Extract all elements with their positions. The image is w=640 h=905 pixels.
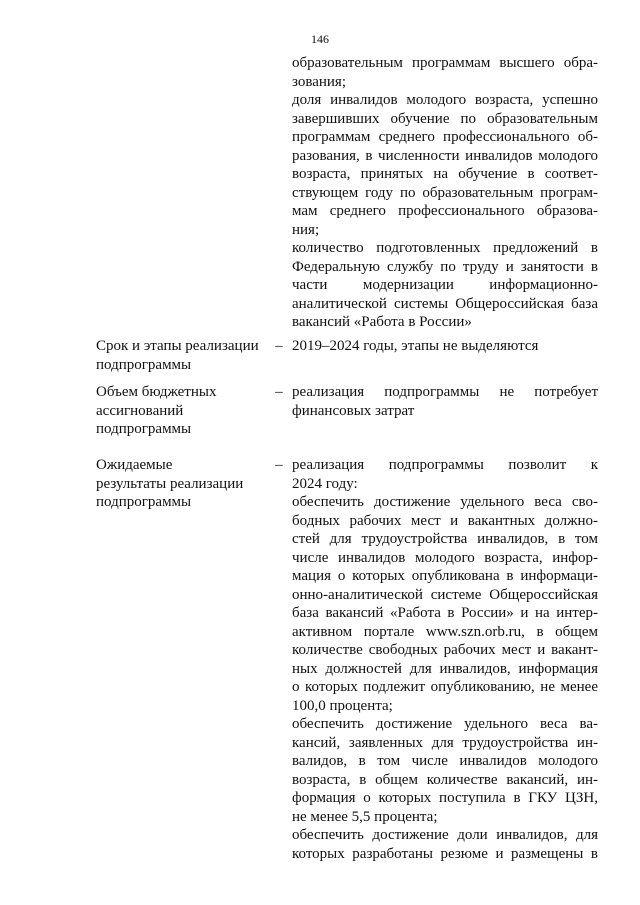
text-line: зования; xyxy=(292,73,347,90)
budget-value xyxy=(292,383,598,420)
results-dash: – xyxy=(275,457,283,473)
page-number: 146 xyxy=(311,32,329,46)
label-line: Объем бюджетных xyxy=(96,384,217,400)
text-line: вакансий «Работа в России» xyxy=(292,314,472,330)
continuation-text xyxy=(292,54,598,332)
text-line: база вакансий «Работа в России» и на интер- xyxy=(292,605,598,621)
text-line: обеспечить достижение удельного веса сво- xyxy=(292,494,598,510)
text-line: кансий, заявленных для трудоустройства ин- xyxy=(292,734,598,751)
text-line: мация о которых опубликована в информаци- xyxy=(292,568,598,584)
label-line: подпрограммы xyxy=(96,421,192,437)
text-line: реализация подпрограммы не потребует xyxy=(292,384,598,400)
text-line: количество подготовленных предложений в xyxy=(292,240,598,256)
text-line: ния; xyxy=(292,221,320,238)
text-line: активном портале www.szn.orb.ru, в общем xyxy=(292,623,598,640)
text-line: количестве свободных рабочих мест и вакант- xyxy=(292,642,598,658)
text-line: разования, в численности инвалидов молодого xyxy=(292,147,598,164)
text-line: стей для трудоустройства инвалидов, в том xyxy=(292,531,598,547)
results-value xyxy=(292,456,598,863)
label-line: результаты реализации xyxy=(96,475,244,492)
budget-label xyxy=(96,383,276,439)
text-line: которых разработаны резюме и размещены в xyxy=(292,845,598,862)
text-line: не менее 5,5 процента; xyxy=(292,808,438,825)
text-line: реализация подпрограммы позволит к xyxy=(292,457,598,473)
text-line: возраста, в общем количестве вакансий, ин- xyxy=(292,771,598,788)
text-line: 2024 году: xyxy=(292,475,358,492)
text-line: формация о которых поступила в ГКУ ЦЗН, xyxy=(292,790,598,806)
label-line: подпрограммы xyxy=(96,494,192,510)
term-dash: – xyxy=(275,338,283,354)
budget-dash: – xyxy=(275,384,283,400)
text-line: онно-аналитической системе Общероссийская xyxy=(292,586,598,603)
text-line: аналитической системы Общероссийская база xyxy=(292,295,598,312)
term-value xyxy=(292,337,598,356)
text-line: финансовых затрат xyxy=(292,402,415,419)
text-line: о которых подлежит опубликованию, не менее xyxy=(292,679,598,695)
label-line: подпрограммы xyxy=(96,356,192,373)
text-line: 100,0 процента; xyxy=(292,697,393,714)
text-line: валидов, в том числе инвалидов молодого xyxy=(292,753,598,769)
text-line: бодных рабочих мест и вакантных должно- xyxy=(292,512,598,529)
text-line: 2019–2024 годы, этапы не выделяются xyxy=(292,338,539,354)
term-label xyxy=(96,337,276,374)
label-line: ассигнований xyxy=(96,402,184,419)
text-line: доля инвалидов молодого возраста, успешно xyxy=(292,92,598,108)
text-line: числе инвалидов молодого возраста, инфор- xyxy=(292,549,598,566)
text-line: мам среднего профессионального образова- xyxy=(292,203,598,219)
text-line: возраста, принятых на обучение в соответ- xyxy=(292,166,598,182)
text-line: части модернизации информационно- xyxy=(292,277,598,293)
label-line: Ожидаемые xyxy=(96,457,173,473)
text-line: завершивших обучение по образовательным xyxy=(292,110,598,127)
text-line: ствующем году по образовательным програм- xyxy=(292,184,598,201)
text-line: программам среднего профессионального об- xyxy=(292,129,598,145)
text-line: обеспечить достижение удельного веса ва- xyxy=(292,716,598,732)
results-label xyxy=(96,456,276,512)
text-line: образовательным программам высшего обра- xyxy=(292,55,598,71)
text-line: Федеральную службу по труду и занятости в xyxy=(292,258,598,275)
text-line: обеспечить достижение доли инвалидов, для xyxy=(292,827,598,843)
label-line: Срок и этапы реализации xyxy=(96,338,259,354)
text-line: ных должностей для инвалидов, информация xyxy=(292,660,598,677)
